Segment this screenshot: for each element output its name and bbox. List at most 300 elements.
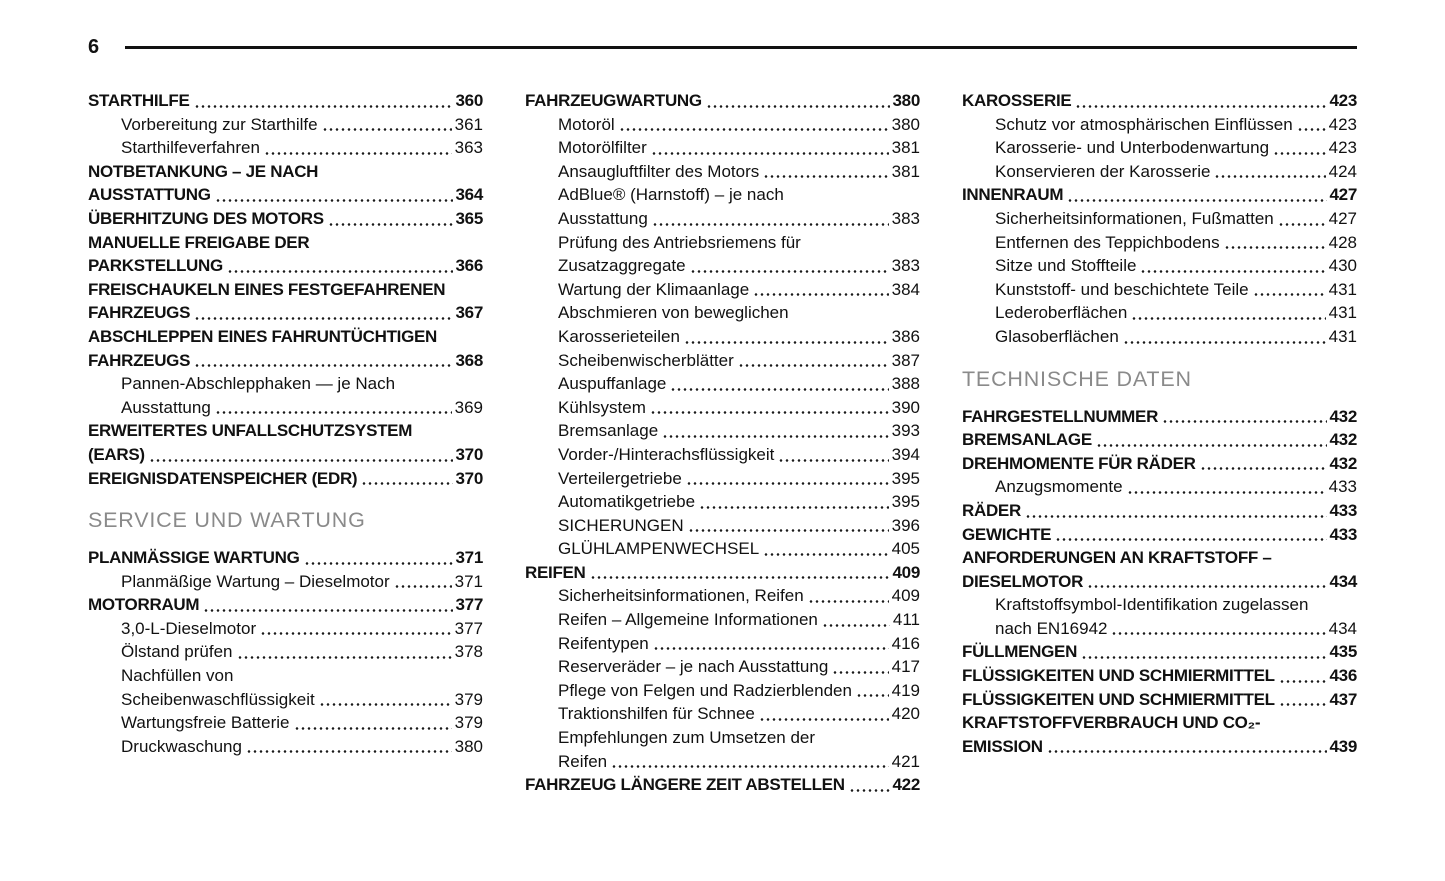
entry-title: Prüfung des Antriebsriemens für [558,232,801,252]
entry-page-number: 368 [455,350,483,370]
dotted-leader [778,458,888,463]
toc-line [88,278,483,302]
toc-line [962,617,1357,641]
entry-page-number: 437 [1329,689,1357,709]
entry-page-number: 383 [891,208,920,228]
toc-subentry [962,278,1357,302]
toc-entry [88,89,483,113]
entry-title: KRAFTSTOFFVERBRAUCH UND CO₂- [962,713,1261,733]
entry-title: AUSSTATTUNG [88,185,211,205]
toc-line [962,405,1357,429]
entry-title: Wartung der Klimaanlage [558,279,750,299]
entry-page-number: 428 [1328,232,1357,252]
toc-line [525,301,920,325]
entry-page-number: 420 [891,704,920,724]
toc-entry [962,405,1357,429]
entry-page-number: 409 [892,562,920,582]
entry-title: Ölstand prüfen [121,642,233,662]
entry-page-number: 431 [1328,326,1357,346]
entry-page-number: 433 [1329,500,1357,520]
dotted-leader [1224,245,1326,250]
dotted-leader [319,702,452,707]
dotted-leader [1278,222,1326,227]
toc-line [962,475,1357,499]
dotted-leader [1200,466,1327,471]
entry-title: Schutz vor atmosphärischen Einflüssen [995,114,1293,134]
toc-subentry [88,136,483,160]
entry-page-number: 379 [454,713,483,733]
toc-subentry [962,136,1357,160]
entry-title: Kunststoff- und beschichtete Teile [995,279,1249,299]
entry-title: Kraftstoffsymbol-Identifikation zugelassen [995,595,1309,615]
entry-title: Motorölfilter [558,138,647,158]
toc-entry [88,207,483,231]
entry-title: Vorder-/Hinterachsflüssigkeit [558,444,775,464]
toc-line [525,419,920,443]
toc-line [962,301,1357,325]
entry-title: Verteilergetriebe [558,468,682,488]
toc-line [525,702,920,726]
entry-title: FÜLLMENGEN [962,642,1078,662]
toc-line [88,396,483,420]
toc-line [525,160,920,184]
dotted-leader [1140,269,1325,274]
dotted-leader [328,222,453,227]
toc-line [88,207,483,231]
dotted-leader [361,481,452,486]
dotted-leader [194,104,453,109]
entry-title: Konservieren der Karosserie [995,161,1211,181]
toc-line [88,419,483,443]
entry-title: Entfernen des Teppichbodens [995,232,1220,252]
toc-line [525,207,920,231]
entry-page-number: 421 [891,751,920,771]
toc-subentry [525,113,920,137]
entry-page-number: 439 [1329,736,1357,756]
entry-page-number: 433 [1329,524,1357,544]
toc-line [525,632,920,656]
entry-title: Scheibenwaschflüssigkeit [121,689,315,709]
entry-title: ANFORDERUNGEN AN KRAFTSTOFF – [962,548,1272,568]
dotted-leader [738,363,889,368]
entry-title: Traktionshilfen für Schnee [558,704,755,724]
entry-page-number: 377 [455,595,483,615]
toc [88,89,1357,797]
entry-title: GLÜHLAMPENWECHSEL [558,539,760,559]
toc-line [525,584,920,608]
toc-subentry [525,136,920,160]
toc-line [88,640,483,664]
entry-title: Planmäßige Wartung – Dieselmotor [121,571,390,591]
toc-subentry [525,679,920,703]
dotted-leader [759,717,889,722]
toc-line [88,349,483,373]
entry-page-number: 424 [1328,161,1357,181]
entry-page-number: 387 [891,350,920,370]
entry-page-number: 378 [454,642,483,662]
entry-page-number: 423 [1329,91,1357,110]
entry-page-number: 431 [1328,279,1357,299]
entry-page-number: 432 [1329,430,1357,450]
entry-title: Zusatzaggregate [558,256,686,276]
entry-title: ÜBERHITZUNG DES MOTORS [88,208,324,228]
toc-line [88,254,483,278]
toc-line [525,89,920,113]
toc-entry [962,640,1357,664]
entry-title: FAHRZEUGWARTUNG [525,91,702,110]
toc-subentry [525,301,920,348]
entry-page-number: 364 [455,185,483,205]
entry-page-number: 370 [455,468,483,488]
toc-line [962,499,1357,523]
entry-title: DIESELMOTOR [962,571,1084,591]
toc-line [962,160,1357,184]
toc-entry [962,183,1357,207]
entry-title: MOTORRAUM [88,595,200,615]
dotted-leader [753,292,888,297]
entry-title: Lederoberflächen [995,303,1128,323]
entry-title: Reifen [558,751,608,771]
toc-subentry [962,160,1357,184]
toc-line [525,113,920,137]
toc-line [962,570,1357,594]
toc-line [962,113,1357,137]
toc-entry [962,523,1357,547]
toc-subentry [525,443,920,467]
entry-title: EREIGNISDATENSPEICHER (EDR) [88,468,358,488]
dotted-leader [322,127,452,132]
entry-title: NOTBETANKUNG – JE NACH [88,161,319,181]
toc-subentry [88,735,483,759]
dotted-leader [203,608,452,613]
entry-page-number: 381 [891,138,920,158]
dotted-leader [264,151,452,156]
toc-line [88,183,483,207]
toc-line [525,349,920,373]
toc-subentry [962,325,1357,349]
toc-line [525,490,920,514]
toc-subentry [525,419,920,443]
entry-page-number: 365 [455,208,483,228]
entry-title: Scheibenwischerblätter [558,350,734,370]
dotted-leader [1087,584,1326,589]
dotted-leader [1162,419,1326,424]
dotted-leader [237,655,452,660]
entry-title: Ansaugluftfilter des Motors [558,161,760,181]
toc-line [525,231,920,255]
toc-line [88,617,483,641]
toc-line [962,207,1357,231]
toc-subentry [962,231,1357,255]
toc-line [962,325,1357,349]
dotted-leader [651,151,889,156]
toc-subentry [88,372,483,419]
toc-subentry [962,593,1357,640]
toc-line [962,688,1357,712]
entry-title: FAHRGESTELLNUMMER [962,406,1159,426]
entry-page-number: 381 [891,161,920,181]
dotted-leader [670,387,888,392]
toc-column-1 [88,89,483,797]
toc-line [962,523,1357,547]
toc-line [525,254,920,278]
toc-line [88,136,483,160]
entry-title: Automatikgetriebe [558,492,696,512]
toc-entry [88,593,483,617]
toc-subentry [88,113,483,137]
toc-line [962,452,1357,476]
toc-line [962,428,1357,452]
toc-entry [88,278,483,325]
entry-title: Glasoberflächen [995,326,1119,346]
toc-line [525,726,920,750]
entry-title: Empfehlungen zum Umsetzen der [558,728,816,748]
toc-subentry [525,514,920,538]
toc-line [962,711,1357,735]
toc-line [88,570,483,594]
entry-title: FAHRZEUG LÄNGERE ZEIT ABSTELLEN [525,775,845,795]
entry-title: Kühlsystem [558,397,646,417]
dotted-leader [763,552,888,557]
toc-line [88,546,483,570]
entry-title: REIFEN [525,562,586,582]
dotted-leader [1279,679,1327,684]
entry-page-number: 394 [891,444,920,464]
entry-title: Karosserie- und Unterbodenwartung [995,138,1270,158]
dotted-leader [149,458,453,463]
toc-line [88,443,483,467]
toc-line [88,160,483,184]
toc-subentry [962,254,1357,278]
toc-entry [962,452,1357,476]
toc-line [525,750,920,774]
entry-title: FLÜSSIGKEITEN UND SCHMIERMITTEL [962,689,1275,709]
entry-title: Vorbereitung zur Starthilfe [121,114,318,134]
entry-page-number: 380 [892,91,920,110]
entry-title: Ausstattung [121,397,211,417]
dotted-leader [215,410,452,415]
entry-title: Reserveräder – je nach Ausstattung [558,657,829,677]
toc-subentry [88,640,483,664]
entry-title: ERWEITERTES UNFALLSCHUTZSYSTEM [88,421,413,441]
entry-page-number: 409 [891,586,920,606]
dotted-leader [1273,151,1326,156]
entry-page-number: 411 [892,610,920,630]
entry-title: Sicherheitsinformationen, Fußmatten [995,208,1274,228]
entry-page-number: 405 [891,539,920,559]
entry-title: FAHRZEUGS [88,303,191,323]
toc-line [525,183,920,207]
entry-page-number: 395 [891,468,920,488]
entry-title: MANUELLE FREIGABE DER [88,232,310,252]
dotted-leader [1067,198,1326,203]
entry-page-number: 361 [454,114,483,134]
entry-page-number: 431 [1328,303,1357,323]
dotted-leader [1253,292,1326,297]
dotted-leader [1279,702,1327,707]
toc-line [525,136,920,160]
dotted-leader [1131,316,1325,321]
toc-line [962,735,1357,759]
entry-page-number: 388 [891,374,920,394]
dotted-leader [686,481,889,486]
dotted-leader [832,670,888,675]
entry-page-number: 427 [1329,185,1357,205]
toc-column-3 [962,89,1357,797]
dotted-leader [1025,514,1327,519]
entry-page-number: 384 [891,279,920,299]
entry-title: KAROSSERIE [962,91,1072,110]
entry-title: Pannen-Abschlepphaken — je Nach [121,374,396,394]
toc-line [525,372,920,396]
toc-subentry [525,231,920,278]
toc-entry [88,160,483,207]
toc-subentry [525,183,920,230]
toc-subentry [525,160,920,184]
entry-page-number: 432 [1329,453,1357,473]
dotted-leader [619,127,889,132]
entry-title: Reifen – Allgemeine Informationen [558,610,818,630]
entry-title: Druckwaschung [121,736,242,756]
dotted-leader [304,561,453,566]
entry-page-number: 369 [454,397,483,417]
dotted-leader [808,599,889,604]
dotted-leader [1096,443,1327,448]
toc-subentry [525,655,920,679]
dotted-leader [699,505,889,510]
entry-page-number: 366 [455,256,483,276]
toc-line [962,546,1357,570]
toc-subentry [525,702,920,726]
dotted-leader [246,749,452,754]
entry-page-number: 370 [455,444,483,464]
dotted-leader [688,528,889,533]
toc-line [962,136,1357,160]
entry-page-number: 379 [454,689,483,709]
entry-page-number: 417 [891,657,920,677]
toc-subentry [525,608,920,632]
dotted-leader [662,434,888,439]
toc-line [962,640,1357,664]
toc-line [88,593,483,617]
entry-title: RÄDER [962,500,1021,520]
toc-entry [962,499,1357,523]
entry-title: Wartungsfreie Batterie [121,713,290,733]
entry-page-number: 419 [891,680,920,700]
entry-page-number: 416 [891,633,920,653]
toc-line [525,679,920,703]
entry-title: GEWICHTE [962,524,1052,544]
entry-title: FREISCHAUKELN EINES FESTGEFAHRENEN [88,279,446,299]
toc-line [525,443,920,467]
entry-page-number: 422 [892,775,920,795]
toc-entry [525,773,920,797]
entry-title: Abschmieren von beweglichen [558,303,789,323]
entry-page-number: 430 [1328,256,1357,276]
toc-line [88,231,483,255]
entry-title: Pflege von Felgen und Radzierblenden [558,680,852,700]
dotted-leader [653,646,889,651]
toc-line [525,537,920,561]
dotted-leader [194,363,452,368]
toc-line [525,608,920,632]
entry-title: Ausstattung [558,208,648,228]
entry-title: PARKSTELLUNG [88,256,223,276]
toc-line [525,278,920,302]
toc-line [525,514,920,538]
entry-title: Motoröl [558,114,615,134]
entry-title: ABSCHLEPPEN EINES FAHRUNTÜCHTIGEN [88,326,438,346]
entry-page-number: 360 [455,91,483,110]
toc-entry [525,89,920,113]
dotted-leader [194,316,452,321]
toc-line [88,467,483,491]
toc-subentry [525,632,920,656]
toc-entry [88,467,483,491]
entry-page-number: 371 [454,571,483,591]
toc-column-2 [525,89,920,797]
toc-subentry [525,584,920,608]
toc-entry [88,419,483,466]
dotted-leader [294,726,452,731]
entry-page-number: 383 [891,256,920,276]
entry-title: BREMSANLAGE [962,430,1092,450]
toc-line [962,231,1357,255]
dotted-leader [1127,490,1326,495]
toc-line [88,711,483,735]
toc-entry [962,546,1357,593]
toc-subentry [962,113,1357,137]
toc-subentry [525,372,920,396]
entry-title: Sitze und Stoffteile [995,256,1137,276]
dotted-leader [1081,655,1326,660]
toc-line [962,183,1357,207]
page-header [88,36,1357,59]
dotted-leader [215,198,453,203]
dotted-leader [260,631,452,636]
entry-page-number: 395 [891,492,920,512]
dotted-leader [1111,631,1325,636]
entry-page-number: 377 [454,618,483,638]
header-rule [125,46,1357,49]
toc-subentry [962,207,1357,231]
toc-line [962,593,1357,617]
toc-line [525,396,920,420]
toc-subentry [88,617,483,641]
entry-page-number: 367 [455,303,483,323]
entry-title: Bremsanlage [558,421,659,441]
entry-page-number: 434 [1329,571,1357,591]
toc-line [962,89,1357,113]
entry-page-number: 436 [1329,666,1357,686]
toc-entry [962,664,1357,688]
entry-title: nach EN16942 [995,618,1108,638]
toc-line [525,773,920,797]
entry-title: (EARS) [88,444,145,464]
dotted-leader [1297,127,1326,132]
entry-title: Karosserieteilen [558,326,680,346]
toc-subentry [962,475,1357,499]
entry-title: SICHERUNGEN [558,515,684,535]
toc-subentry [525,537,920,561]
dotted-leader [1123,340,1326,345]
toc-subentry [88,664,483,711]
dotted-leader [590,575,890,580]
entry-page-number: 434 [1328,618,1357,638]
entry-page-number: 363 [454,138,483,158]
toc-entry [88,325,483,372]
toc-entry [962,89,1357,113]
